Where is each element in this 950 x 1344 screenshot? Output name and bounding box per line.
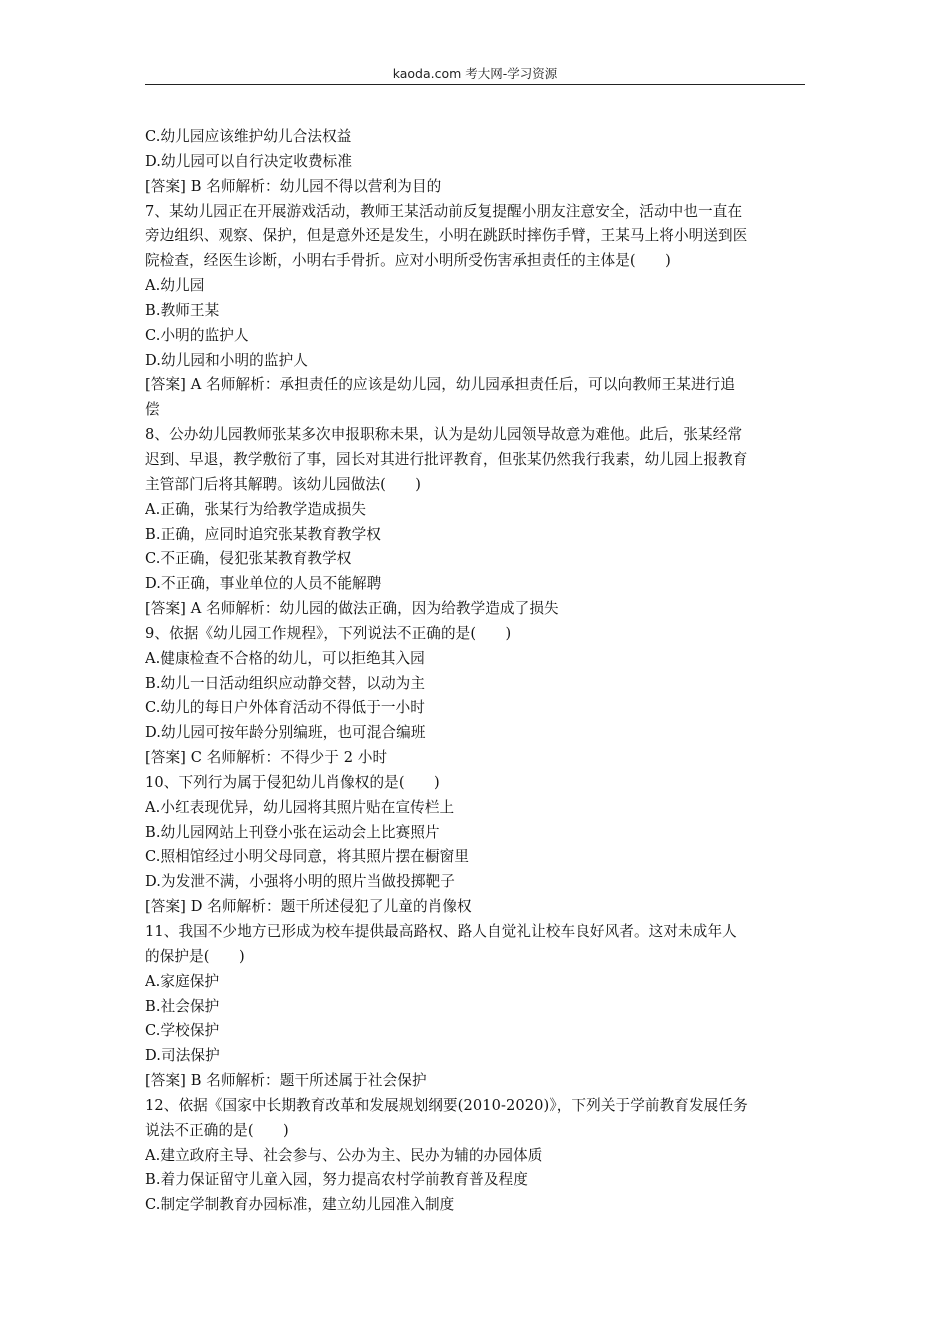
text-line: 旁边组织、观察、保护，但是意外还是发生，小明在跳跃时摔伤手臂，王某马上将小明送到医 bbox=[145, 227, 748, 245]
text-line: 7、某幼儿园正在开展游戏活动，教师王某活动前反复提醒小朋友注意安全，活动中也一直在 bbox=[145, 202, 743, 220]
text-line: A.幼儿园 bbox=[145, 277, 205, 295]
text-line: 的保护是( ) bbox=[145, 947, 245, 965]
text-line: 12、依据《国家中长期教育改革和发展规划纲要(2010-2020)》，下列关于学前教育发展任务 bbox=[145, 1096, 748, 1114]
text-line: C.学校保护 bbox=[145, 1022, 220, 1040]
header-rule bbox=[145, 84, 805, 85]
text-line: [答案] A 名师解析：承担责任的应该是幼儿园，幼儿园承担责任后，可以向教师王某进行追 bbox=[145, 376, 736, 394]
text-line: A.正确，张某行为给教学造成损失 bbox=[145, 500, 367, 518]
text-line: A.建立政府主导、社会参与、公办为主、民办为辅的办园体质 bbox=[145, 1146, 543, 1164]
text-line: [答案] A 名师解析：幼儿园的做法正确，因为给教学造成了损失 bbox=[145, 600, 559, 618]
text-line: A.小红表现优异，幼儿园将其照片贴在宣传栏上 bbox=[145, 798, 455, 816]
text-line: C.幼儿的每日户外体育活动不得低于一小时 bbox=[145, 699, 425, 717]
text-line: 院检查，经医生诊断，小明右手骨折。应对小明所受伤害承担责任的主体是( ) bbox=[145, 252, 671, 270]
text-line: 主管部门后将其解聘。该幼儿园做法( ) bbox=[145, 475, 422, 493]
text-line: C.幼儿园应该维护幼儿合法权益 bbox=[145, 128, 352, 145]
text-line: A.家庭保护 bbox=[145, 972, 220, 990]
text-line: C.小明的监护人 bbox=[145, 326, 249, 344]
text-line: B.幼儿园网站上刊登小张在运动会上比赛照片 bbox=[145, 823, 440, 841]
page-header: kaoda.com 考大网-学习资源 bbox=[392, 66, 558, 81]
text-line: B.正确，应同时追究张某教育教学权 bbox=[145, 525, 381, 543]
text-line: D.不正确，事业单位的人员不能解聘 bbox=[145, 575, 382, 593]
text-line: 9、依据《幼儿园工作规程》，下列说法不正确的是( ) bbox=[145, 624, 512, 642]
text-line: D.为发泄不满，小强将小明的照片当做投掷靶子 bbox=[145, 873, 455, 891]
text-line: 10、下列行为属于侵犯幼儿肖像权的是( ) bbox=[145, 773, 440, 791]
text-line: [答案] D 名师解析：题干所述侵犯了儿童的肖像权 bbox=[145, 898, 472, 916]
document-body bbox=[145, 125, 807, 1218]
text-line: D.司法保护 bbox=[145, 1047, 220, 1065]
text-line: D.幼儿园可按年龄分别编班，也可混合编班 bbox=[145, 724, 426, 742]
text-line: 说法不正确的是( ) bbox=[145, 1121, 289, 1139]
text-line: C.照相馆经过小明父母同意，将其照片摆在橱窗里 bbox=[145, 848, 470, 866]
text-line: 8、公办幼儿园教师张某多次申报职称未果，认为是幼儿园领导故意为难他。此后，张某经常 bbox=[145, 426, 743, 444]
text-line: C.制定学制教育办园标准，建立幼儿园准入制度 bbox=[145, 1196, 455, 1214]
text-line: [答案] B 名师解析：题干所述属于社会保护 bbox=[145, 1072, 427, 1090]
text-line: C.不正确，侵犯张某教育教学权 bbox=[145, 550, 352, 568]
text-line: [答案] B 名师解析：幼儿园不得以营利为目的 bbox=[145, 177, 442, 195]
text-line: A.健康检查不合格的幼儿，可以拒绝其入园 bbox=[145, 649, 425, 667]
text-line: B.教师王某 bbox=[145, 301, 220, 319]
text-line: 11、我国不少地方已形成为校车提供最高路权、路人自觉礼让校车良好风者。这对未成年人 bbox=[145, 923, 737, 940]
text-line: D.幼儿园和小明的监护人 bbox=[145, 351, 308, 369]
text-line: 迟到、早退，教学敷衍了事，园长对其进行批评教育，但张某仍然我行我素，幼儿园上报教育 bbox=[145, 450, 748, 468]
text-line: B.幼儿一日活动组织应动静交替，以动为主 bbox=[145, 674, 426, 692]
text-line: B.社会保护 bbox=[145, 997, 220, 1015]
text-line: D.幼儿园可以自行决定收费标准 bbox=[145, 152, 353, 170]
text-line: 偿 bbox=[145, 401, 160, 419]
text-line: [答案] C 名师解析：不得少于 2 小时 bbox=[145, 749, 388, 767]
text-line: B.着力保证留守儿童入园，努力提高农村学前教育普及程度 bbox=[145, 1171, 528, 1189]
